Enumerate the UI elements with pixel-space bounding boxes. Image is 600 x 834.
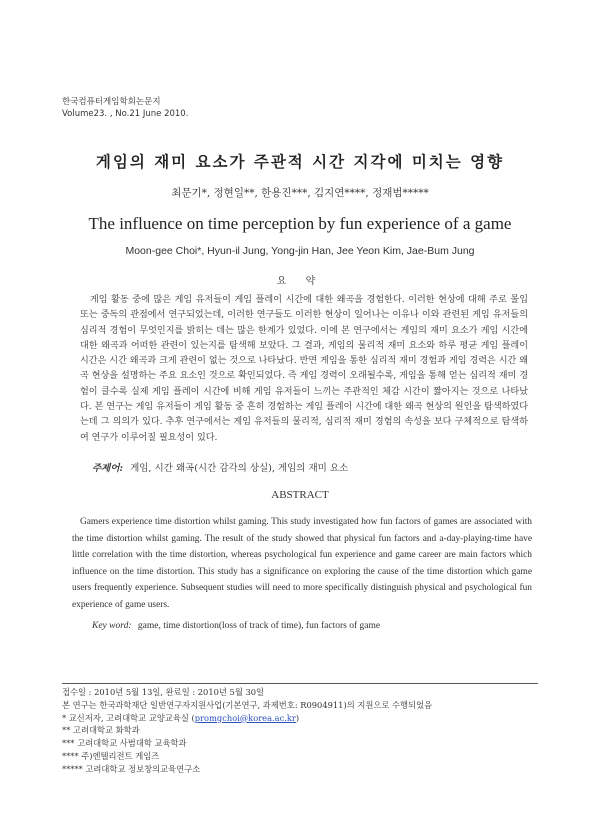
- footnote-author-1-close: ): [295, 712, 300, 723]
- journal-issue: Volume23. , No.21 June 2010.: [62, 109, 189, 119]
- korean-title: 게임의 재미 요소가 주관적 시간 지각에 미치는 영향: [95, 152, 505, 171]
- english-keywords: [92, 621, 380, 631]
- footnote-author-1-affiliation: * 교신저자, 고려대학교 교양교육실 (: [62, 712, 195, 723]
- footnote-author-5: ***** 고려대학교 정보창의교육연구소: [62, 763, 201, 774]
- footnotes: [62, 686, 432, 776]
- corresponding-author-email-link[interactable]: promgchoi@korea.ac.kr: [194, 712, 296, 723]
- footnote-author-1: [62, 712, 432, 725]
- footnote-author-2: ** 고려대학교 화학과: [62, 725, 140, 736]
- english-authors: Moon-gee Choi*, Hyun-il Jung, Yong-jin Han, Jee Yeon Kim, Jae-Bum Jung: [125, 245, 475, 257]
- footnote-author-4: **** 주)엔텔리전트 게임즈: [62, 750, 160, 761]
- korean-keywords: [92, 460, 348, 474]
- footnote-funding: 본 연구는 한국과학재단 일반연구자지원사업(기본연구, 과제번호: R0904911)의 지원으로 수행되었음: [62, 699, 433, 710]
- english-abstract-heading: ABSTRACT: [271, 489, 329, 501]
- english-abstract-body: Gamers experience time distortion whilst gaming. This study investigated how fun factors of games are associated with the time distortion whilst gaming. The result of the study showed that physical fun factors and a-day-playing-time have little correlation with the time distortion, whereas psychological fun experience and game career are main factors which influence on the time distortion. This study has a significance on exploring the cause of the time distortion which game users frequently experience. Subsequent studies will need to more specifically distinguish physical and psychological fun experience of game users.: [72, 517, 532, 610]
- korean-keywords-text: 게임, 시간 왜곡(시간 감각의 상실), 게임의 재미 요소: [130, 463, 349, 474]
- journal-name: 한국컴퓨터게임학회논문지: [62, 97, 161, 107]
- korean-keywords-label: 주제어:: [92, 463, 124, 474]
- korean-abstract-body: 게임 활동 중에 많은 게임 유저들이 게임 플레이 시간에 대한 왜곡을 경험한다. 이러한 현상에 대해 주로 몰입 또는 중독의 관점에서 연구되었는데, 이러한 연구들도 이러한 현상이 일어나는 이유나 이와 관련된 게임 유저들의 심리적 경험이 무엇인지를 밝히는 데는 많은 한계가 있었다. 이에 본 연구에서는 게임의 재미 요소가 게임 시간에 대한 왜곡과 어떠한 관련이 있는지를 탐색해 보았다. 그 결과, 게임의 물리적 재미 요소와 하루 평균 게임 플레이 시간은 시간 왜곡과 크게 관련이 없는 것으로 나타났다. 반면 게임을 통한 심리적 재미 경험과 게임 경력은 시간 왜곡 현상을 설명하는 주요 요소인 것으로 확인되었다. 즉 게임 경력이 오래될수록, 게임을 통해 얻는 심리적 재미 경험이 클수록 실제 게임 플레이 시간에 비해 게임 유저들이 느끼는 주관적인 체감 시간이 짧아지는 것으로 나타났다. 본 연구는 게임 유저들이 게임 활동 중 흔히 경험하는 게임 플레이 시간에 대한 왜곡 현상의 원인을 탐색하였다는데 그 의의가 있다. 추후 연구에서는 게임 유저들의 물리적, 심리적 재미 경험의 속성을 보다 구체적으로 탐색하여 연구가 이루어질 필요성이 있다.: [80, 295, 528, 443]
- journal-header: [62, 96, 188, 120]
- footnote-dates: 접수일 : 2010년 5월 13일, 완료일 : 2010년 5월 30일: [62, 687, 265, 697]
- english-keywords-text: game, time distortion(loss of track of time), fun factors of game: [137, 621, 381, 631]
- footnote-author-3: *** 고려대학교 사범대학 교육학과: [62, 738, 187, 749]
- english-title: The influence on time perception by fun experience of a game: [88, 214, 512, 233]
- korean-authors: 최문기*, 정현일**, 한용진***, 김지연****, 정재범*****: [171, 187, 429, 199]
- korean-abstract-heading: 요 약: [276, 276, 324, 287]
- footnote-divider: [62, 683, 538, 684]
- english-keywords-label: Key word:: [92, 621, 132, 631]
